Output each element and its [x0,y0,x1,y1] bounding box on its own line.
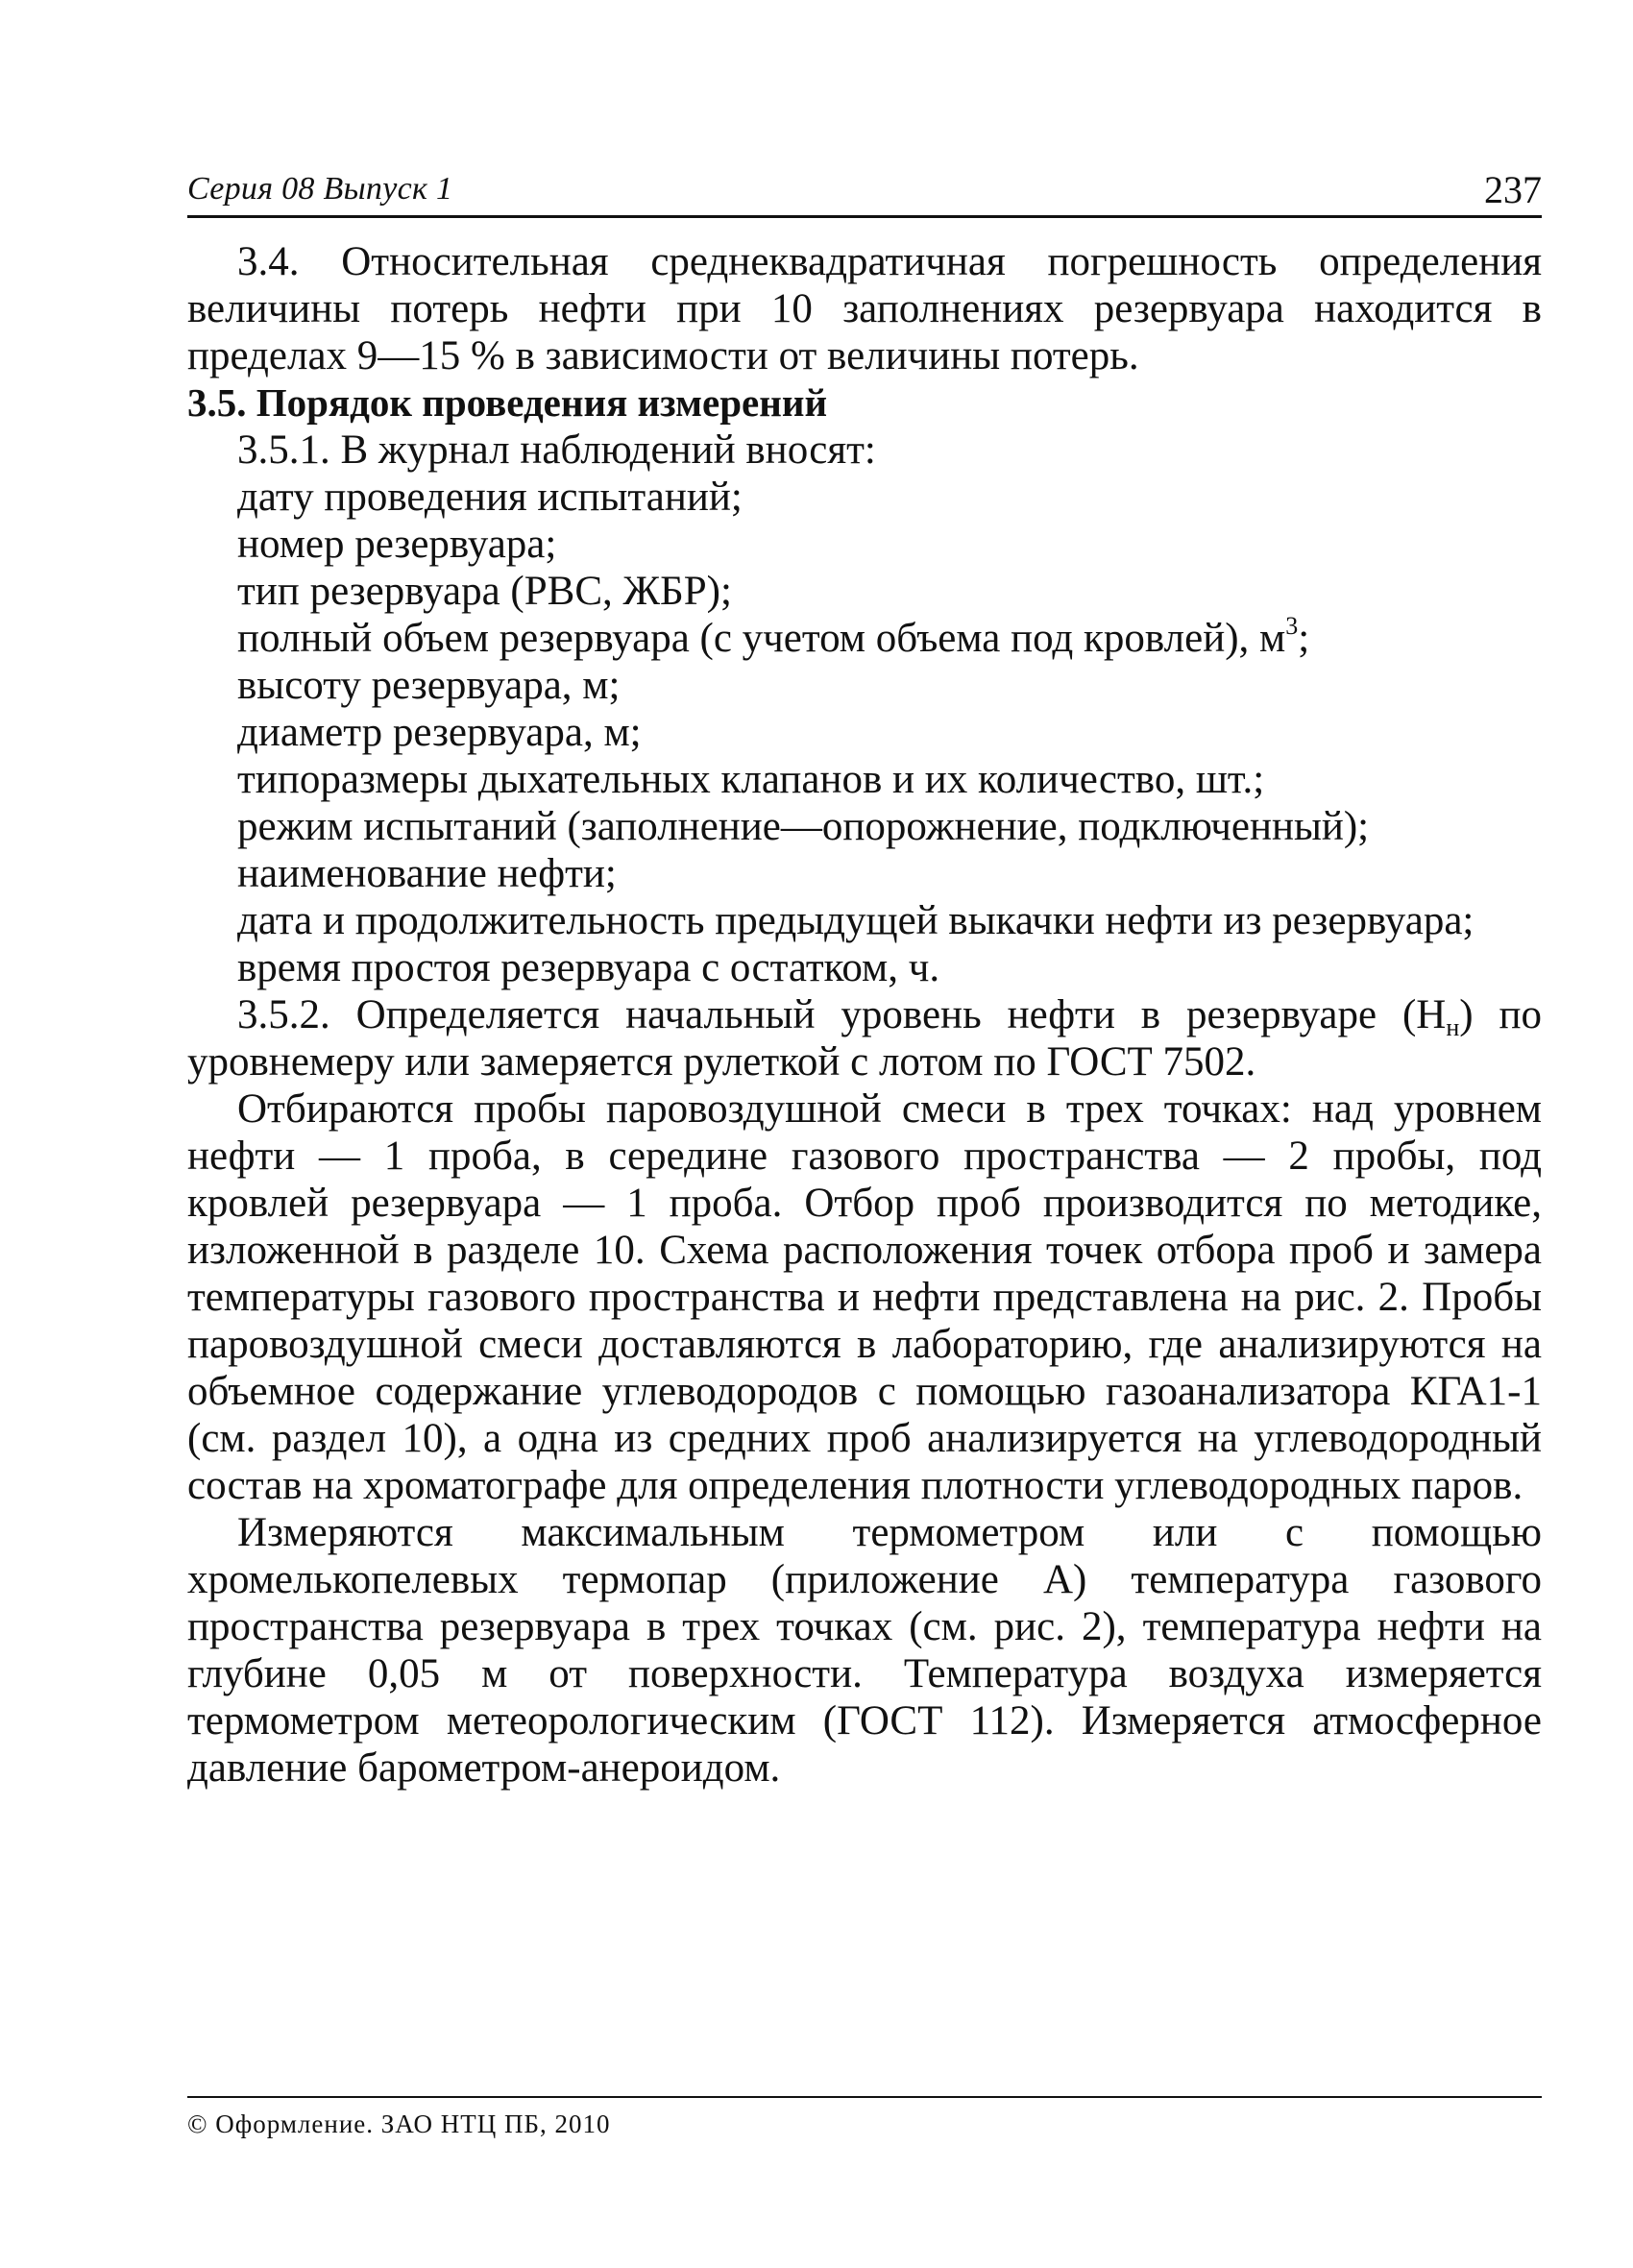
superscript: 3 [1285,612,1299,640]
list-item: номер резервуара; [237,522,557,567]
list-item-text: полный объем резервуара (с учетом объема под кровлей), м [237,616,1286,661]
series-title: Серия 08 Выпуск 1 [187,171,453,207]
list-item: типоразмеры дыхательных клапанов и их количество, шт.; [237,757,1265,802]
paragraph-3-4: 3.4. Относительная среднеквадратичная погрешность определения величины потерь нефти при 10 заполнениях резервуара находится в пределах 9—15 % в зависимости от величины потерь. [187,239,1542,378]
paragraph-3-5-1: 3.5.1. В журнал наблюдений вносят: [237,427,876,473]
list-item: дата и продолжительность предыдущей выкачки нефти из резервуара; [237,898,1475,943]
list-item: высоту резервуара, м; [237,663,621,708]
body-text [187,238,1542,1792]
list-item-tail: ; [1298,616,1310,661]
subscript: н [1446,1013,1460,1041]
paragraph-sampling: Отбираются пробы паровоздушной смеси в трех точках: над уровнем нефти — 1 проба, в середине газового пространства — 2 пробы, под кровлей резервуара — 1 проба. Отбор проб производится по методике, изложенной в разделе 10. Схема расположения точек отбора проб и замера температуры газового пространства и нефти представлена на рис. 2. Пробы паровоздушной смеси доставляются в лабораторию, где анализируются на объемное содержание углеводородов с помощью газоанализатора КГА1-1 (см. раздел 10), а одна из средних проб анализируется на углеводородный состав на хроматографе для определения плотности углеводородных паров. [187,1086,1542,1508]
running-header [187,168,1542,218]
list-item: время простоя резервуара с остатком, ч. [237,945,940,990]
footer-copyright: © Оформление. ЗАО НТЦ ПБ, 2010 [187,2109,611,2138]
list-item [187,612,1542,662]
section-heading: 3.5. Порядок проведения измерений [187,380,828,425]
paragraph-temperature: Измеряются максимальным термометром или с помощью хромелькопелевых термопар (приложение А) температура газового пространства резервуара в трех точках (см. рис. 2), температура нефти на глубине 0,05 м от поверхности. Температура воздуха измеряется термометром метеорологическим (ГОСТ 112). Измеряется атмосферное давление барометром-анероидом. [187,1510,1542,1791]
paragraph-3-5-2-start: 3.5.2. Определяется начальный уровень нефти в резервуаре (Н [237,992,1447,1037]
paragraph-3-5-2 [187,991,1542,1085]
list-item: наименование нефти; [237,851,617,896]
paragraph-3-5-2-end: ) по уровнемеру или замеряется рулеткой с лотом по ГОСТ 7502. [187,992,1542,1085]
list-item: режим испытаний (заполнение—опорожнение, подключенный); [237,804,1370,849]
list-item: дату проведения испытаний; [237,475,743,520]
list-item: диаметр резервуара, м; [237,710,642,755]
list-item: тип резервуара (РВС, ЖБР); [237,569,732,614]
page-number: 237 [1484,168,1542,211]
footer-divider [187,2096,1542,2098]
